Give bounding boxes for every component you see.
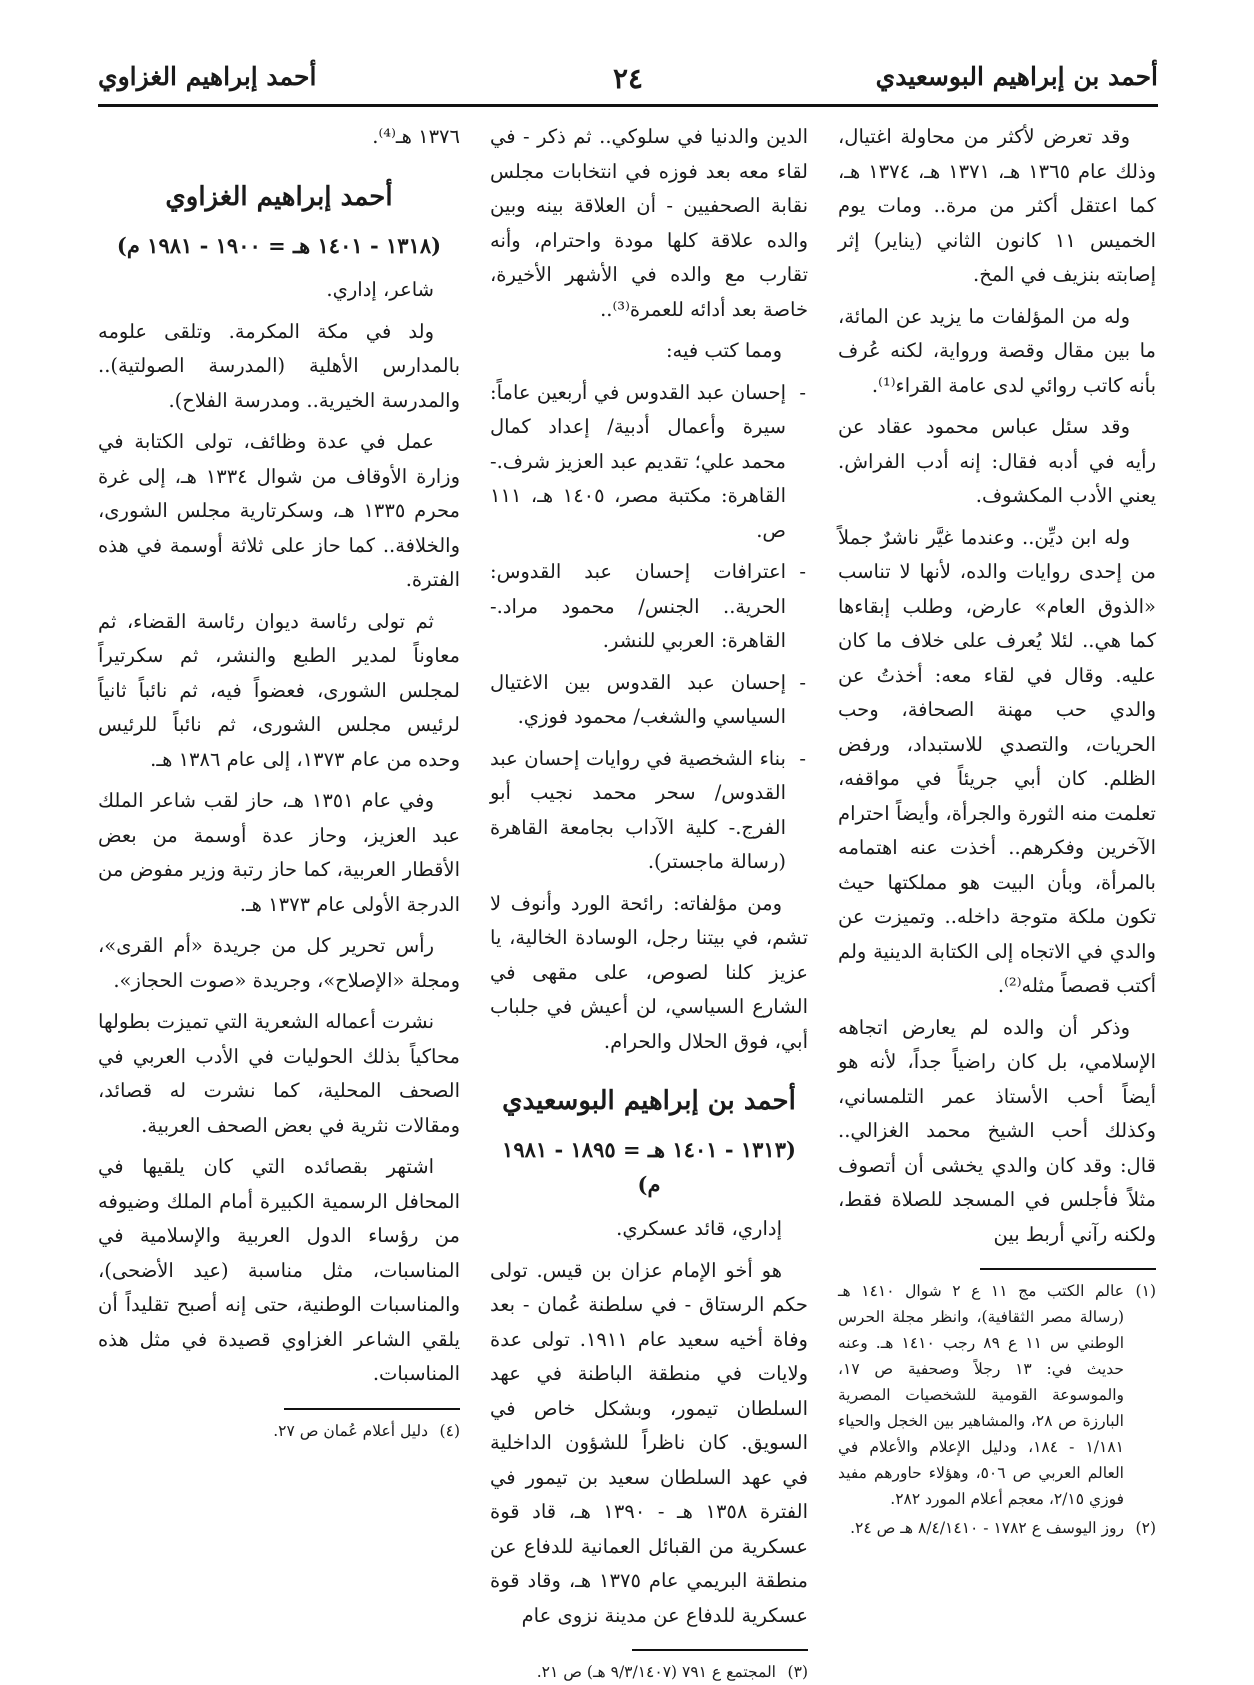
column-left (98, 120, 460, 1610)
paragraph: وذكر أن والده لم يعارض اتجاهه الإسلامي، بل كان راضياً جداً، لأنه هو أيضاً أحب الأستاذ عمر التلمساني، وكذلك أحب الشيخ محمد الغزالي.. قال: وقد كان والدي يخشى أن أتصوف مثلاً فأجلس في المسجد للصلاة فقط، ولكنه رآني أربط بين (838, 1015, 1156, 1246)
paragraph: شاعر، إداري. (326, 278, 434, 301)
paragraph: اشتهر بقصائده التي كان يلقيها في المحافل الرسمية الكبيرة أمام الملك وضيوفه من رؤساء الدول العربية والإسلامية في المناسبات، مثل مناسبة (عيد الأضحى)، والمناسبات الوطنية، حتى إنه أصبح تقليداً أن يلقي الشاعر الغزاوي قصيدة في مثل هذه المناسبات. (98, 1155, 460, 1385)
bio-title: أحمد إبراهيم الغزاوي (165, 181, 393, 212)
paragraph: وله من المؤلفات ما يزيد عن المائة، ما بين مقال وقصة ورواية، لكنه عُرف بأنه كاتب روائي لدى عامة القراء⁽¹⁾. (838, 304, 1156, 397)
paragraph: وفي عام ١٣٥١ هـ، حاز لقب شاعر الملك عبد العزيز، وحاز عدة أوسمة من بعض الأقطار العربية، كما حاز رتبة وزير مفوض من الدرجة الأولى عام ١٣٧٣ هـ. (98, 789, 460, 916)
paragraph: وقد تعرض لأكثر من محاولة اغتيال، وذلك عام ١٣٦٥ هـ، ١٣٧١ هـ، ١٣٧٤ هـ، كما اعتقل أكثر من مرة.. ومات يوم الخميس ١١ كانون الثاني (يناير) إثر إصابته بنزيف في المخ. (838, 125, 1157, 286)
paragraph: هو أخو الإمام عزان بن قيس. تولى حكم الرستاق - في سلطنة عُمان - بعد وفاة أخيه سعيد عام ١٩١١. تولى عدة ولايات في منطقة الباطنة في عهد السلطان تيمور، وبشكل خاص في السويق. كان ناظراً للشؤون الداخلية في عهد السلطان سعيد بن تيمور في الفترة ١٣٥٨ هـ - ١٣٩٠ هـ، قاد قوة عسكرية من القبائل العمانية للدفاع عن منطقة البريمي عام ١٣٧٥ هـ، وقاد قوة عسكرية للدفاع عن مدينة نزوى عام (490, 1258, 808, 1627)
paragraph: وقد سئل عباس محمود عقاد عن رأيه في أدبه فقال: إنه أدب الفراش. يعني الأدب المكشوف. (838, 415, 1156, 507)
works-label: ومما كتب فيه: (665, 339, 782, 362)
paragraph: الدين والدنيا في سلوكي.. ثم ذكر - في لقاء معه بعد فوزه في انتخابات مجلس نقابة الصحفيين - أن العلاقة بينه وبين والده علاقة كلها مودة واحترام، وأنه تقارب مع والده في الأشهر الأخيرة، خاصة بعد أدائه للعمرة⁽³⁾.. (490, 125, 808, 321)
footnote-number: (٤) (439, 1421, 460, 1440)
paragraph: ١٣٧٦ هـ⁽⁴⁾. (372, 125, 460, 148)
footnote-divider (284, 1408, 460, 1410)
header-left-title: أحمد إبراهيم الغزاوي (98, 62, 317, 91)
list-item: - بناء الشخصية في روايات إحسان عبد القدوس/ سحر محمد نجيب أبو الفرج.- كلية الآداب بجامعة القاهرة (رسالة ماجستر). (490, 742, 808, 880)
running-header (98, 58, 1158, 107)
list-item: - إحسان عبد القدوس في أربعين عاماً: سيرة وأعمال أدبية/ إعداد كمال محمد علي؛ تقديم عبد العزيز شرف.- القاهرة: مكتبة مصر، ١٤٠٥ هـ، ١١١ ص. (490, 376, 808, 549)
footnote (98, 1418, 460, 1444)
bio-dates: (١٣١٣ - ١٤٠١ هـ = ١٨٩٥ - ١٩٨١ م) (502, 1137, 796, 1197)
paragraph: ومن مؤلفاته: رائحة الورد وأنوف لا تشم، في بيتنا رجل، الوسادة الخالية، يا عزيز كلنا لصوص، على مقهى في الشارع السياسي، لن أعيش في جلباب أبي، فوق الحلال والحرام. (490, 891, 808, 1053)
header-right-title: أحمد بن إبراهيم البوسعيدي (875, 62, 1158, 91)
paragraph: ثم تولى رئاسة ديوان رئاسة القضاء، ثم معاوناً لمدير الطبع والنشر، ثم سكرتيراً لمجلس الشورى، فعضواً فيه، ثم نائباً ثانياً لرئيس مجلس الشورى، ثم نائباً للرئيس وحده من عام ١٣٧٣، إلى عام ١٣٨٦ هـ. (98, 609, 460, 771)
column-middle (490, 120, 808, 1681)
footnote (838, 1278, 1156, 1512)
column-right (838, 120, 1156, 1610)
footnote (838, 1515, 1156, 1541)
paragraph: وله ابن ديِّن.. وعندما غيَّر ناشرٌ جملاً من إحدى روايات والده، لأنها لا تناسب «الذوق العام» عارض، وطلب إبقاءها كما هي.. لئلا يُعرف على خلاف ما كان عليه. وقال في لقاء معه: أخذتُ عن والدي حب مهنة الصحافة، وحب الحريات، والتصدي للاستبداد، ورفض الظلم. كان أبي جريئاً في مواقفه، تعلمت منه الثورة والجرأة، وأيضاً احترام الآخرين وفكرهم.. أخذت عنه اهتمامه بالمرأة، وبأن البيت هو مملكتها حيث تكون ملكة متوجة داخله.. وتميزت عن والدي في الاتجاه إلى الكتابة الدينية ولم أكتب قصصاً مثله⁽²⁾. (838, 525, 1156, 997)
bio-title: أحمد بن إبراهيم البوسعيدي (502, 1086, 796, 1116)
footnote-divider (632, 1649, 808, 1651)
list-item: - إحسان عبد القدوس بين الاغتيال السياسي والشغب/ محمود فوزي. (490, 666, 808, 735)
paragraph: عمل في عدة وظائف، تولى الكتابة في وزارة الأوقاف من شوال ١٣٣٤ هـ، إلى غرة محرم ١٣٣٥ هـ، وسكرتارية مجلس الشورى، والخلافة.. كما حاز على ثلاثة أوسمة في هذه الفترة. (98, 430, 460, 591)
paragraph: ولد في مكة المكرمة. وتلقى علومه بالمدارس الأهلية (المدرسة الصولتية).. والمدرسة الخيرية.. ومدرسة الفلاح). (98, 319, 460, 412)
paragraph: إداري، قائد عسكري. (616, 1217, 782, 1240)
footnote-number: (١) (1135, 1282, 1156, 1300)
footnote-text: دليل أعلام عُمان ص ٢٧. (273, 1421, 428, 1440)
footnote-number: (٢) (1135, 1519, 1156, 1537)
list-item: - اعترافات إحسان عبد القدوس: الحرية.. الجنس/ محمود مراد.- القاهرة: العربي للنشر. (490, 555, 808, 659)
page-number: ٢٤ (612, 62, 644, 95)
bio-dates: (١٣١٨ - ١٤٠١ هـ = ١٩٠٠ - ١٩٨١ م) (116, 232, 442, 258)
footnote-divider (980, 1268, 1156, 1270)
footnote-number: (٣) (787, 1663, 808, 1681)
footnote-text: المجتمع ع ٧٩١ (٩/٣/١٤٠٧ هـ) ص ٢١. (536, 1663, 776, 1681)
footnote (490, 1659, 808, 1685)
footnote-text: روز اليوسف ع ١٧٨٢ - ٨/٤/١٤١٠ هـ ص ٢٤. (850, 1519, 1124, 1537)
paragraph: نشرت أعماله الشعرية التي تميزت بطولها محاكياً بذلك الحوليات في الأدب العربي في الصحف المحلية، كما نشرت له قصائد، ومقالات نثرية في بعض الصحف العربية. (98, 1010, 460, 1137)
footnote-text: عالم الكتب مج ١١ ع ٢ شوال ١٤١٠ هـ (رسالة مصر الثقافية)، وانظر مجلة الحرس الوطني س ١١ ع ٨٩ رجب ١٤١٠ هـ. وعنه حديث في: ١٣ رجلاً وصحفية ص ١٧، والموسوعة القومية للشخصيات المصرية البارزة ص ٢٨، والمشاهير بين الخجل والحياء ١/١٨١ - ١٨٤، ودليل الإعلام والأعلام في العالم العربي ص ٥٠٦، وهؤلاء حاورهم مفيد فوزي ٢/١٥، معجم أعلام المورد ٢٨٢. (838, 1282, 1125, 1508)
paragraph: رأس تحرير كل من جريدة «أم القرى»، ومجلة «الإصلاح»، وجريدة «صوت الحجاز». (98, 934, 460, 992)
